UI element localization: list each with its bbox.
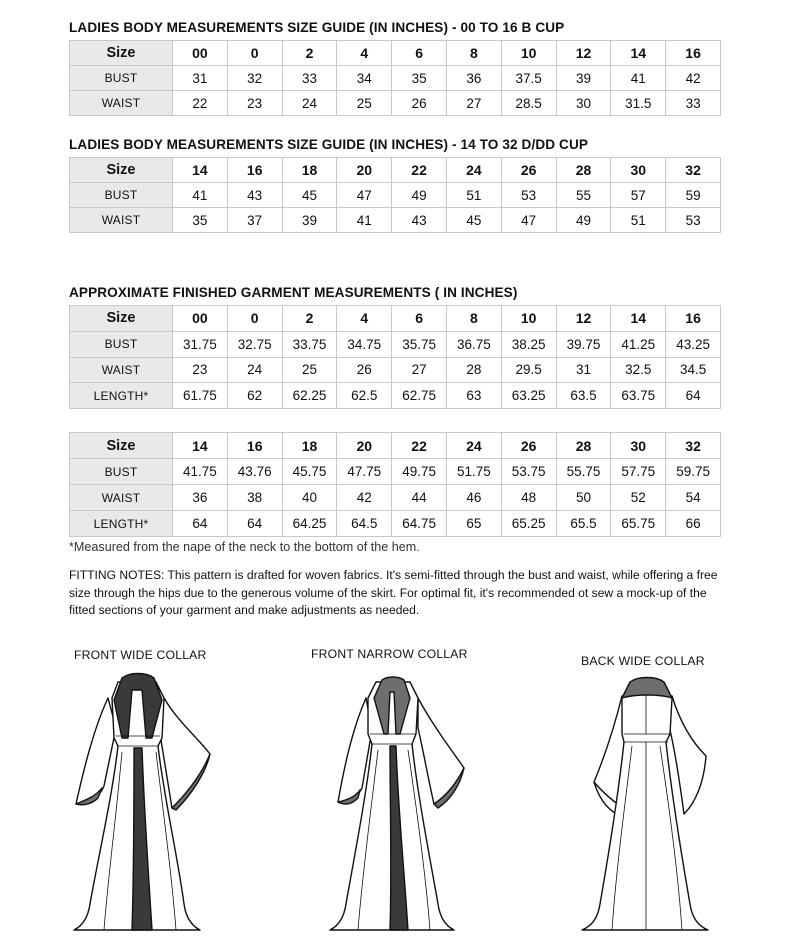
size-header-cell: 8 — [446, 41, 501, 66]
table-cell: 54 — [666, 485, 721, 511]
table-cell: 37.5 — [501, 66, 556, 91]
table-cell: 34.5 — [666, 357, 721, 383]
table-cell: 34 — [337, 66, 392, 91]
table-cell: 62.75 — [392, 383, 447, 409]
table-cell: 44 — [392, 485, 447, 511]
size-header-cell: 16 — [666, 306, 721, 332]
row-label: BUST — [70, 183, 173, 208]
size-header-cell: 8 — [446, 306, 501, 332]
table-cell: 65 — [446, 511, 501, 537]
caption-front-narrow-collar: FRONT NARROW COLLAR — [311, 647, 468, 661]
table-cell: 45 — [446, 208, 501, 233]
size-header-cell: 6 — [392, 41, 447, 66]
table-cell: 59 — [666, 183, 721, 208]
row-label: LENGTH* — [70, 511, 173, 537]
fitting-notes: FITTING NOTES: This pattern is drafted for woven fabrics. It's semi-fitted through the bust and waist, while offering a free size through the hips due to the generous volume of the skirt. For optimal fit, it's recommended ot sew a mock-up of the fitted sections of your garment and make adjustments as needed. — [69, 568, 718, 618]
size-table-b-cup — [69, 40, 721, 116]
table-cell: 42 — [337, 485, 392, 511]
column-header-size: Size — [70, 306, 173, 332]
table-cell: 43 — [227, 183, 282, 208]
table-row — [70, 66, 721, 91]
table-header-row — [70, 41, 721, 66]
table-cell: 30 — [556, 91, 611, 116]
size-header-cell: 2 — [282, 306, 337, 332]
size-header-cell: 16 — [227, 158, 282, 183]
table-row — [70, 485, 721, 511]
table-cell: 32 — [227, 66, 282, 91]
table-cell: 39 — [282, 208, 337, 233]
table-cell: 24 — [282, 91, 337, 116]
table-row — [70, 208, 721, 233]
table-cell: 65.75 — [611, 511, 666, 537]
table-cell: 36.75 — [446, 331, 501, 357]
size-header-cell: 22 — [392, 433, 447, 459]
table-cell: 41.75 — [173, 459, 228, 485]
caption-back-wide-collar: BACK WIDE COLLAR — [581, 654, 705, 668]
table-cell: 64.75 — [392, 511, 447, 537]
table-cell: 43.25 — [666, 331, 721, 357]
table-cell: 61.75 — [173, 383, 228, 409]
table-cell: 41 — [611, 66, 666, 91]
dress-front-narrow-collar-illustration — [300, 668, 480, 934]
size-header-cell: 30 — [611, 158, 666, 183]
size-header-cell: 14 — [173, 158, 228, 183]
dress-front-wide-collar-illustration — [60, 668, 220, 934]
table-row — [70, 357, 721, 383]
table-cell: 51.75 — [446, 459, 501, 485]
dress-back-wide-collar-illustration — [560, 672, 740, 934]
table-cell: 57.75 — [611, 459, 666, 485]
size-header-cell: 14 — [173, 433, 228, 459]
table-cell: 62.25 — [282, 383, 337, 409]
table-cell: 41.25 — [611, 331, 666, 357]
size-header-cell: 12 — [556, 41, 611, 66]
column-header-size: Size — [70, 41, 173, 66]
table-cell: 22 — [173, 91, 228, 116]
size-header-cell: 32 — [666, 433, 721, 459]
size-header-cell: 0 — [227, 306, 282, 332]
table-cell: 23 — [173, 357, 228, 383]
table-cell: 47.75 — [337, 459, 392, 485]
table-cell: 62.5 — [337, 383, 392, 409]
table-cell: 57 — [611, 183, 666, 208]
column-header-size: Size — [70, 433, 173, 459]
table-cell: 26 — [337, 357, 392, 383]
table2-heading: LADIES BODY MEASUREMENTS SIZE GUIDE (IN INCHES) - 14 TO 32 D/DD CUP — [69, 137, 589, 152]
table-cell: 31.5 — [611, 91, 666, 116]
table-row — [70, 459, 721, 485]
row-label: WAIST — [70, 208, 173, 233]
size-header-cell: 0 — [227, 41, 282, 66]
table-cell: 64.25 — [282, 511, 337, 537]
table-cell: 49 — [392, 183, 447, 208]
table-cell: 50 — [556, 485, 611, 511]
row-label: BUST — [70, 331, 173, 357]
table-cell: 28.5 — [501, 91, 556, 116]
size-header-cell: 28 — [556, 158, 611, 183]
column-header-size: Size — [70, 158, 173, 183]
table-cell: 52 — [611, 485, 666, 511]
table-cell: 38 — [227, 485, 282, 511]
table-cell: 55 — [556, 183, 611, 208]
table-cell: 45 — [282, 183, 337, 208]
table-cell: 49 — [556, 208, 611, 233]
table-cell: 34.75 — [337, 331, 392, 357]
table-header-row — [70, 306, 721, 332]
size-header-cell: 22 — [392, 158, 447, 183]
row-label: LENGTH* — [70, 383, 173, 409]
size-header-cell: 28 — [556, 433, 611, 459]
row-label: BUST — [70, 459, 173, 485]
caption-front-wide-collar: FRONT WIDE COLLAR — [74, 648, 207, 662]
table-cell: 29.5 — [501, 357, 556, 383]
table-cell: 36 — [173, 485, 228, 511]
table-cell: 51 — [611, 208, 666, 233]
size-header-cell: 20 — [337, 433, 392, 459]
row-label: BUST — [70, 66, 173, 91]
size-header-cell: 2 — [282, 41, 337, 66]
table-cell: 32.75 — [227, 331, 282, 357]
table-cell: 35 — [392, 66, 447, 91]
table-cell: 36 — [446, 66, 501, 91]
row-label: WAIST — [70, 357, 173, 383]
table-cell: 55.75 — [556, 459, 611, 485]
table-cell: 27 — [446, 91, 501, 116]
table-cell: 46 — [446, 485, 501, 511]
table-cell: 33.75 — [282, 331, 337, 357]
table-cell: 66 — [666, 511, 721, 537]
table-cell: 33 — [666, 91, 721, 116]
table-row — [70, 383, 721, 409]
table-cell: 31 — [173, 66, 228, 91]
size-header-cell: 12 — [556, 306, 611, 332]
size-header-cell: 14 — [611, 306, 666, 332]
table-cell: 41 — [337, 208, 392, 233]
table-cell: 38.25 — [501, 331, 556, 357]
table-cell: 53 — [501, 183, 556, 208]
size-header-cell: 18 — [282, 158, 337, 183]
size-header-cell: 26 — [501, 433, 556, 459]
table-cell: 62 — [227, 383, 282, 409]
table-row — [70, 183, 721, 208]
table-cell: 63.75 — [611, 383, 666, 409]
table-cell: 64 — [173, 511, 228, 537]
table-cell: 25 — [282, 357, 337, 383]
table-cell: 23 — [227, 91, 282, 116]
table-cell: 64.5 — [337, 511, 392, 537]
row-label: WAIST — [70, 91, 173, 116]
table-cell: 65.25 — [501, 511, 556, 537]
table-cell: 26 — [392, 91, 447, 116]
length-footnote: *Measured from the nape of the neck to the bottom of the hem. — [69, 540, 420, 554]
size-table-d-dd-cup — [69, 157, 721, 233]
size-header-cell: 00 — [173, 41, 228, 66]
table-cell: 27 — [392, 357, 447, 383]
size-header-cell: 00 — [173, 306, 228, 332]
table-row — [70, 511, 721, 537]
table3-heading: APPROXIMATE FINISHED GARMENT MEASUREMENTS ( IN INCHES) — [69, 285, 518, 300]
table-cell: 49.75 — [392, 459, 447, 485]
size-header-cell: 30 — [611, 433, 666, 459]
table1-heading: LADIES BODY MEASUREMENTS SIZE GUIDE (IN INCHES) - 00 TO 16 B CUP — [69, 20, 565, 35]
size-header-cell: 18 — [282, 433, 337, 459]
table-cell: 53.75 — [501, 459, 556, 485]
table-header-row — [70, 433, 721, 459]
table-cell: 24 — [227, 357, 282, 383]
table-row — [70, 331, 721, 357]
size-header-cell: 14 — [611, 41, 666, 66]
garment-table-14-32 — [69, 432, 721, 537]
size-header-cell: 16 — [227, 433, 282, 459]
table-cell: 64 — [227, 511, 282, 537]
table-cell: 53 — [666, 208, 721, 233]
table-cell: 65.5 — [556, 511, 611, 537]
table-cell: 47 — [337, 183, 392, 208]
size-header-cell: 20 — [337, 158, 392, 183]
table-cell: 25 — [337, 91, 392, 116]
table-cell: 35.75 — [392, 331, 447, 357]
table-cell: 47 — [501, 208, 556, 233]
table-cell: 33 — [282, 66, 337, 91]
table-cell: 28 — [446, 357, 501, 383]
table-cell: 63 — [446, 383, 501, 409]
size-header-cell: 6 — [392, 306, 447, 332]
table-cell: 63.25 — [501, 383, 556, 409]
size-header-cell: 4 — [337, 306, 392, 332]
table-cell: 31.75 — [173, 331, 228, 357]
table-header-row — [70, 158, 721, 183]
size-header-cell: 26 — [501, 158, 556, 183]
garment-table-00-16 — [69, 305, 721, 409]
table-cell: 59.75 — [666, 459, 721, 485]
table-cell: 31 — [556, 357, 611, 383]
table-cell: 39 — [556, 66, 611, 91]
size-header-cell: 4 — [337, 41, 392, 66]
size-header-cell: 10 — [501, 306, 556, 332]
size-header-cell: 10 — [501, 41, 556, 66]
size-header-cell: 32 — [666, 158, 721, 183]
table-cell: 63.5 — [556, 383, 611, 409]
table-cell: 40 — [282, 485, 337, 511]
size-header-cell: 24 — [446, 433, 501, 459]
size-header-cell: 16 — [666, 41, 721, 66]
table-cell: 51 — [446, 183, 501, 208]
table-cell: 64 — [666, 383, 721, 409]
table-cell: 35 — [173, 208, 228, 233]
table-cell: 41 — [173, 183, 228, 208]
table-row — [70, 91, 721, 116]
table-cell: 42 — [666, 66, 721, 91]
table-cell: 43.76 — [227, 459, 282, 485]
table-cell: 37 — [227, 208, 282, 233]
row-label: WAIST — [70, 485, 173, 511]
size-header-cell: 24 — [446, 158, 501, 183]
table-cell: 48 — [501, 485, 556, 511]
table-cell: 32.5 — [611, 357, 666, 383]
table-cell: 43 — [392, 208, 447, 233]
table-cell: 45.75 — [282, 459, 337, 485]
table-cell: 39.75 — [556, 331, 611, 357]
